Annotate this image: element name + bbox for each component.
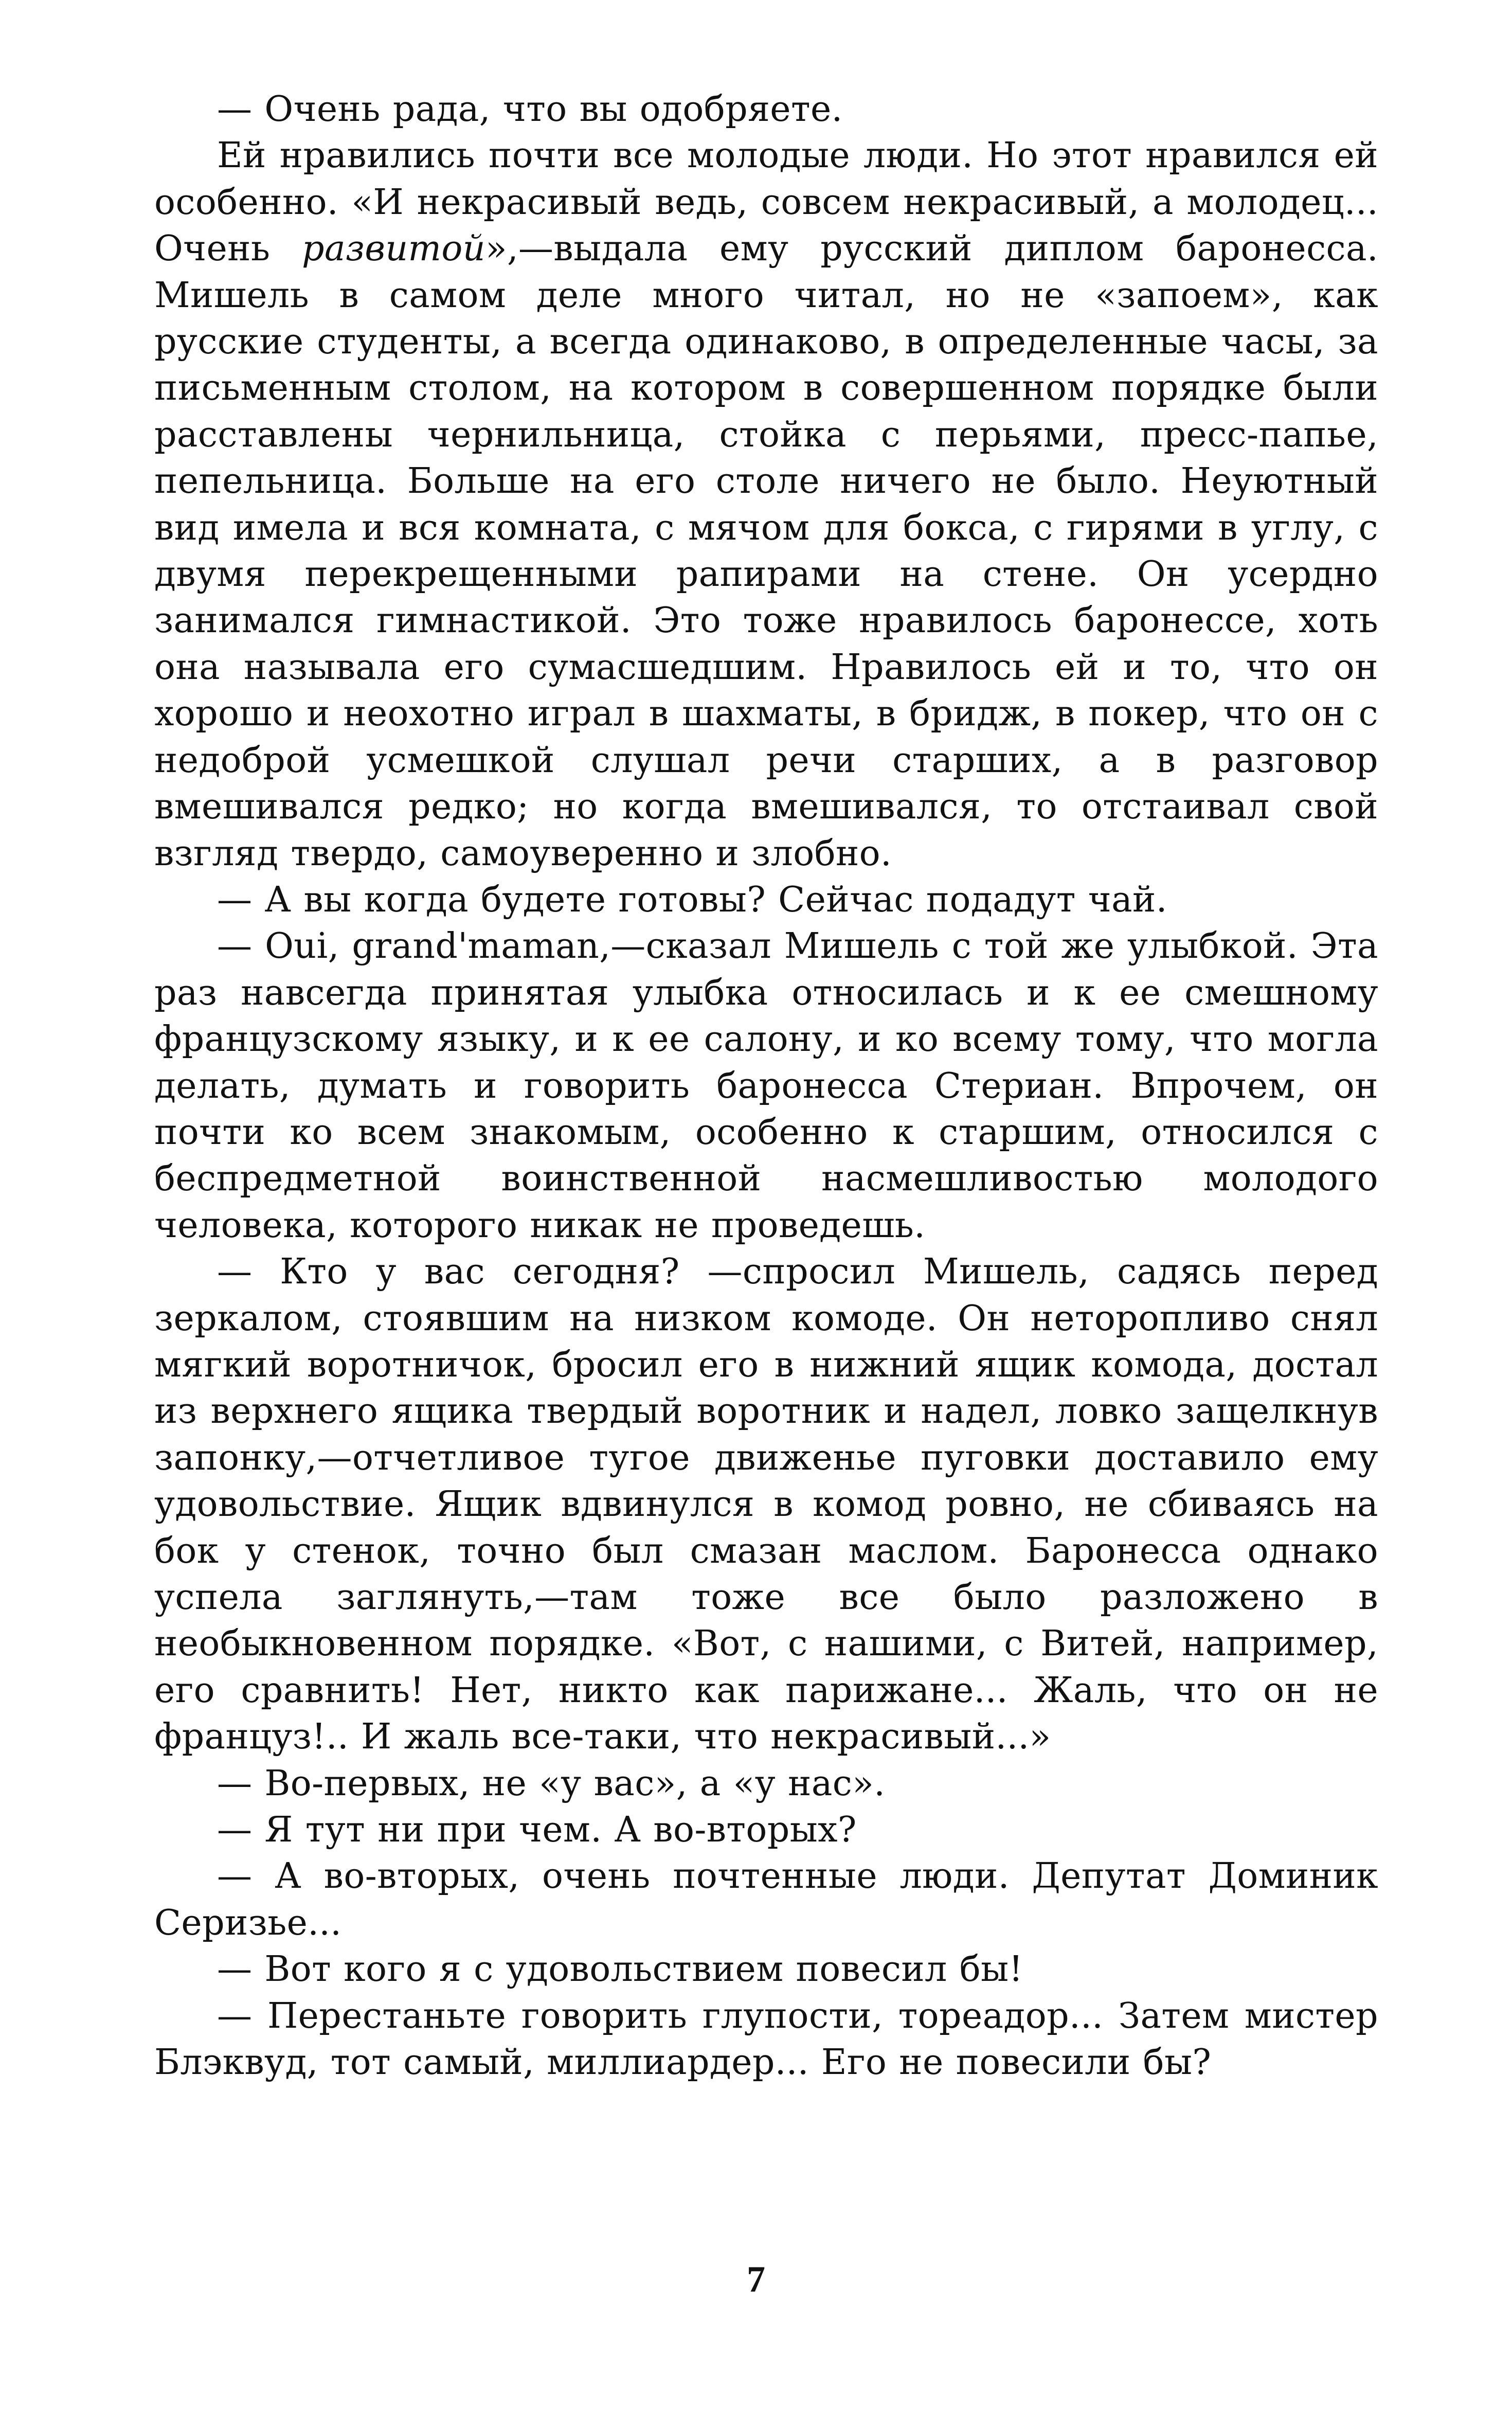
paragraph-3: — А вы когда будете готовы? Сейчас подадут чай. [217, 879, 1167, 920]
paragraph-8: — А во-вторых, очень почтенные люди. Депутат Доминик Серизье... [154, 1856, 1378, 1943]
paragraph-10: — Перестаньте говорить глупости, тореадор... Затем мистер Блэквуд, тот самый, миллиардер... Его не повесили бы? [154, 1995, 1378, 2083]
paragraph-2 [154, 133, 1378, 877]
paragraph-5: — Кто у вас сегодня? —спросил Мишель, садясь перед зеркалом, стоявшим на низком комоде. Он неторопливо снял мягкий воротничок, бросил его в нижний ящик комода, достал из верхнего ящика твердый воротник и надел, ловко защелкнув запонку,—отчетливое тугое движенье пуговки доставило ему удовольствие. Ящик вдвинулся в комод ровно, не сбиваясь на бок у стенок, точно был смазан маслом. Баронесса однако успела заглянуть,—там тоже все было разложено в необыкновенном порядке. «Вот, с нашими, с Витей, например, его сравнить! Нет, никто как парижане... Жаль, что он не француз!.. И жаль все-таки, что некрасивый...» [154, 1251, 1378, 1758]
paragraph-2-text-start: Ей нравились почти все молодые люди. Но этот нравился ей особенно. «И некрасивый ведь, совсем некрасивый, а молодец... Очень [154, 135, 1378, 270]
paragraph-6: — Во-первых, не «у вас», а «у нас». [217, 1763, 886, 1804]
italic-word: развитой [302, 228, 485, 270]
paragraph-2-text-end: »,—выдала ему русский диплом баронесса. Мишель в самом деле много читал, но не «запоем», как русские студенты, а всегда одинаково, в определенные часы, за письменным столом, на котором в совершенном порядке были расставлены чернильница, стойка с перьями, пресс-папье, пепельница. Больше на его столе ничего не было. Неуютный вид имела и вся комната, с мячом для бокса, с гирями в углу, с двумя перекрещенными рапирами на стене. Он усердно занимался гимнастикой. Это тоже нравилось баронессе, хоть она называла его сумасшедшим. Нравилось ей и то, что он хорошо и неохотно играл в шахматы, в бридж, в покер, что он с недоброй усмешкой слушал речи старших, а в разговор вмешивался редко; но когда вмешивался, то отстаивал свой взгляд твердо, самоуверенно и злобно. [154, 228, 1378, 874]
paragraph-9: — Вот кого я с удовольствием повесил бы! [217, 1949, 1023, 1990]
paragraph-7: — Я тут ни при чем. А во-вторых? [217, 1810, 857, 1851]
book-page [154, 86, 1378, 2086]
paragraph-1: — Очень рада, что вы одобряете. [217, 89, 843, 130]
paragraph-4: — Oui, grand'maman,—сказал Мишель с той же улыбкой. Эта раз навсегда принятая улыбка относилась и к ее смешному французскому языку, и к ее салону, и ко всему тому, что могла делать, думать и говорить баронесса Стериан. Впрочем, он почти ко всем знакомым, особенно к старшим, относился с беспредметной воинственной насмешливостью молодого человека, которого никак не проведешь. [154, 926, 1378, 1246]
page-number: 7 [747, 2259, 765, 2300]
